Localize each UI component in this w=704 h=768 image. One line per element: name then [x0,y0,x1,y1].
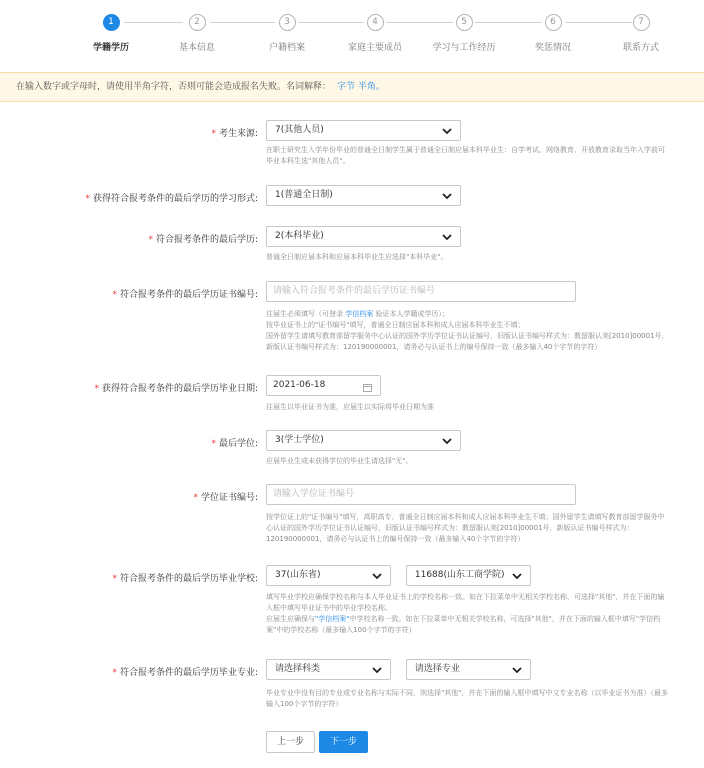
step-label: 学习与工作经历 [432,43,496,53]
degree-cert-label: * 学位证书编号: [193,493,258,503]
source-select[interactable]: 7(其他人员) [266,120,461,141]
step-label: 基本信息 [178,43,215,53]
step-number: 2 [189,14,206,31]
step-6[interactable] [508,14,598,53]
step-3[interactable] [242,14,332,53]
province-select[interactable]: 37(山东省) [266,565,391,586]
step-number: 3 [279,14,296,31]
chevron-down-icon [512,571,521,580]
step-label: 联系方式 [622,43,659,53]
degree-cert-input[interactable]: 请输入学位证书编号 [266,484,576,505]
school-label: * 符合报考条件的最后学历毕业学校: [112,574,258,584]
glossary-link[interactable]: 字节 半角。 [337,82,385,92]
grad-date-hint: 往届生以毕业证书为准，应届生以实际将毕业日期为准 [266,403,434,411]
category-select[interactable]: 请选择科类 [266,659,391,680]
major-label: * 符合报考条件的最后学历毕业专业: [112,668,258,678]
step-number: 6 [545,14,562,31]
step-label: 家庭主要成员 [347,43,402,53]
last-degree-label: * 符合报考条件的最后学历: [148,235,258,245]
source-hint: 在职士研究生入学年份毕业的普通全日制学生属于普通全日制应届本科毕业生：自学考试、网络教育、开放教育录取当年入学前可毕业本科生选"其他人员"。 [266,146,665,165]
step-number: 1 [103,14,120,31]
degree-select[interactable]: 3(学士学位) [266,430,461,451]
step-2[interactable] [152,14,242,53]
chevron-down-icon [512,665,521,674]
study-form-select[interactable]: 1(普通全日制) [266,185,461,206]
last-degree-select[interactable]: 2(本科毕业) [266,226,461,247]
step-7[interactable] [596,14,686,53]
grad-date-label: * 获得符合报考条件的最后学历毕业日期: [94,384,258,394]
school-hint: 填写毕业学校应确保学校名称与本人毕业证书上的学校名称一致。如在下拉菜单中无相关学校名称，可选择"其他"，并在下面的输入框中填写毕业证书中的毕业学校名称。 应届生应确保与"学信档案"中学校名称一致。如在下拉菜单中无相关学校名称，可选择"其他"，并在下面的输入框中填写"学信档案"中的学校名称（最多输入100个字节的字符） [266,593,665,634]
cert-no-input[interactable]: 请输入符合报考条件的最后学历证书编号 [266,281,576,302]
next-button[interactable]: 下一步 [319,731,368,753]
step-4[interactable] [330,14,420,53]
step-number: 7 [633,14,650,31]
step-5[interactable] [419,14,509,53]
step-label: 奖惩情况 [534,43,571,53]
grad-date-input[interactable]: 2021-06-18 [266,375,381,396]
source-label: * 考生来源: [211,129,258,139]
chevron-down-icon [442,126,451,135]
calendar-icon[interactable] [363,381,372,390]
form-actions [266,731,372,753]
notice-text: 在输入数字或字母时，请使用半角字符，否则可能会造成报名失败。名词解释： [16,82,332,92]
degree-hint: 应届毕业生或未获得学位的毕业生请选择"无"。 [266,457,413,465]
cert-no-label: * 符合报考条件的最后学历证书编号: [112,290,258,300]
degree-label: * 最后学位: [211,439,258,449]
chevron-down-icon [372,571,381,580]
step-label: 学籍学历 [92,43,129,53]
step-number: 5 [456,14,473,31]
step-number: 4 [367,14,384,31]
major-select[interactable]: 请选择专业 [406,659,531,680]
prev-button[interactable]: 上一步 [266,731,315,753]
chevron-down-icon [372,665,381,674]
xuexin-link[interactable]: 学信档案 [345,310,374,318]
stepper [60,14,680,60]
degree-cert-hint: 按学位证上的"证书编号"填写，高职高专、普通全日制应届本科和成人应届本科毕业生不填；国外留学生请填写教育部留学服务中心认证的国外学历学位证书认证编号，旧版认证书编号样式为：教留服认美[2010]00001号，新版认证书编号样式为：120190000001，请务必与认证书上的编号保持一致（最多输入40个字节的字符） [266,513,665,543]
step-label: 户籍档案 [268,43,305,53]
study-form-label: * 获得符合报考条件的最后学历的学习形式: [85,194,258,204]
school-select[interactable]: 11688(山东工商学院) [406,565,531,586]
major-hint: 毕业专业中没有目的专业或专业名称与实际不同，则选择"其他"，并在下面的输入框中填写中文专业名称（以毕业证书为准）（最多输入100个字节的字符） [266,689,668,708]
step-1[interactable] [66,14,156,53]
chevron-down-icon [442,191,451,200]
xuexin-link[interactable]: "学信档案" [315,615,350,623]
chevron-down-icon [442,436,451,445]
last-degree-hint: 普通全日制应届本科和应届本科毕业生应选择"本科毕业"。 [266,253,448,261]
chevron-down-icon [442,232,451,241]
cert-no-hint: 往届生必须填写（可登录 学信档案 验证本人学籍或学历）； 按毕业证书上的"证书编号"填写，普通全日制应届本科和成人应届本科毕业生不填； 国外留学生请填写教育部留学服务中心认证的国外学历学位证书认证编号，旧版认证书编号样式为：教留服认美[2010]00001号，新版认证书编号样式为：120190000001，请务必与认证书上的编号保持一致（最多输入40个字节的字符） [266,310,669,351]
halfwidth-notice [0,72,704,102]
